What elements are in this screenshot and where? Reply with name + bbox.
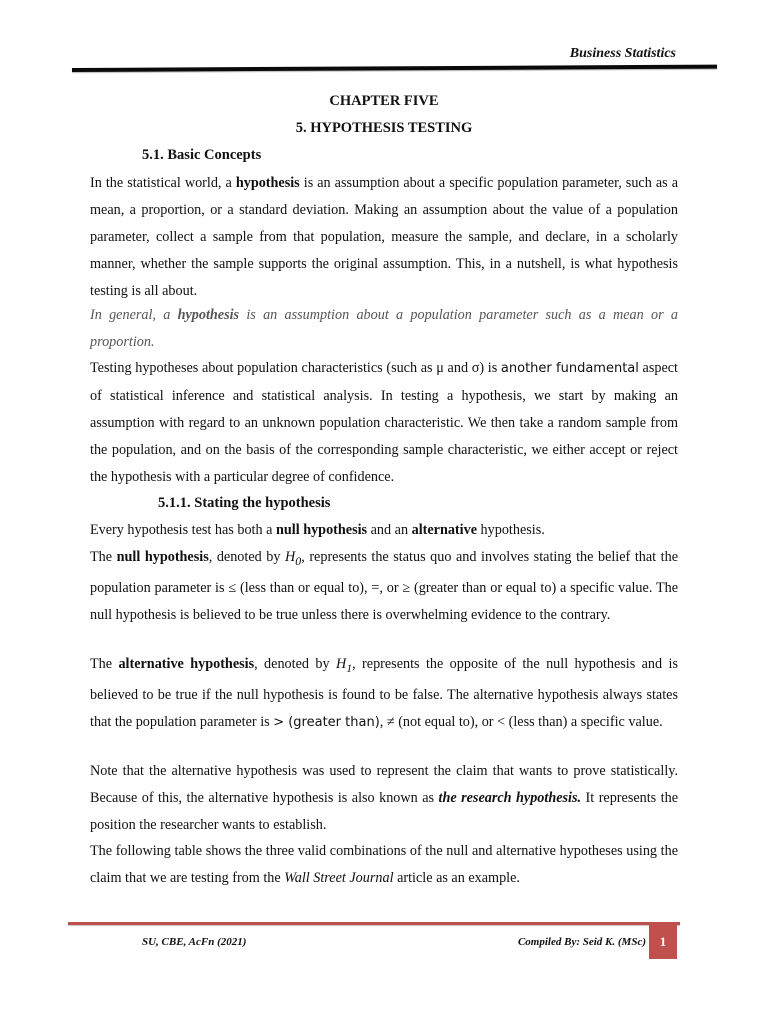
paragraph-alternative-hypothesis: The alternative hypothesis, denoted by $H_1$, represents the opposite of the null hypothesis and is believed to be true if the null hypothesis is found to be false. The alternative hypothesis always states that the population parameter is > (greater than), ≠ (not equal to), or < (less than) a specific value. <box>90 656 678 730</box>
chapter-subtitle: 5. HYPOTHESIS TESTING <box>295 120 473 136</box>
footer-rule <box>68 922 680 925</box>
paragraph-null-and-alternative: Every hypothesis test has both a null hypothesis and an alternative hypothesis. <box>90 522 545 538</box>
page-number-badge <box>649 925 677 959</box>
footer-author: Compiled By: Seid K. (MSc) <box>517 936 646 948</box>
paragraph-general-definition: In general, a hypothesis is an assumption about a population parameter such as a mean or a proportion. <box>90 307 678 350</box>
paragraph-null-hypothesis: The null hypothesis, denoted by $H_0$, represents the status quo and involves stating the belief that the population parameter is ≤ (less than or equal to), =, or ≥ (greater than or equal to) a specific value. The null hypothesis is believed to be true unless there is overwhelming evidence to the contrary. <box>90 549 678 623</box>
header-rule <box>72 65 717 72</box>
paragraph-table-intro: The following table shows the three valid combinations of the null and alternative hypotheses using the claim that we are testing from the Wall Street Journal article as an example. <box>90 843 678 886</box>
chapter-title: CHAPTER FIVE <box>329 93 439 109</box>
section-heading-stating-hypothesis: 5.1.1. Stating the hypothesis <box>158 495 331 511</box>
paragraph-research-hypothesis: Note that the alternative hypothesis was used to represent the claim that wants to prove statistically. Because of this, the alternative hypothesis is also known as the research hypothesis. It represents the position the researcher wants to establish. <box>90 763 679 833</box>
running-header: Business Statistics <box>569 46 676 61</box>
section-heading-basic-concepts: 5.1. Basic Concepts <box>142 147 262 163</box>
footer-institution: SU, CBE, AcFn (2021) <box>142 936 247 948</box>
paragraph-hypothesis-definition: In the statistical world, a hypothesis is an assumption about a specific population parameter, such as a mean, a proportion, or a standard deviation. Making an assumption about the value of a population parameter, collect a sample from that population, measure the sample, and declare, in a scholarly manner, whether the sample supports the original assumption. This, in a nutshell, is what hypothesis testing is all about. <box>90 175 678 299</box>
paragraph-testing-hypotheses: Testing hypotheses about population characteristics (such as μ and σ) is another fundamental aspect of statistical inference and statistical analysis. In testing a hypothesis, we start by making an assumption with regard to an unknown population characteristic. We then take a random sample from the population, and on the basis of the corresponding sample characteristic, we either accept or reject the hypothesis with a particular degree of confidence. <box>90 360 679 485</box>
page-number: 1 <box>659 934 667 949</box>
